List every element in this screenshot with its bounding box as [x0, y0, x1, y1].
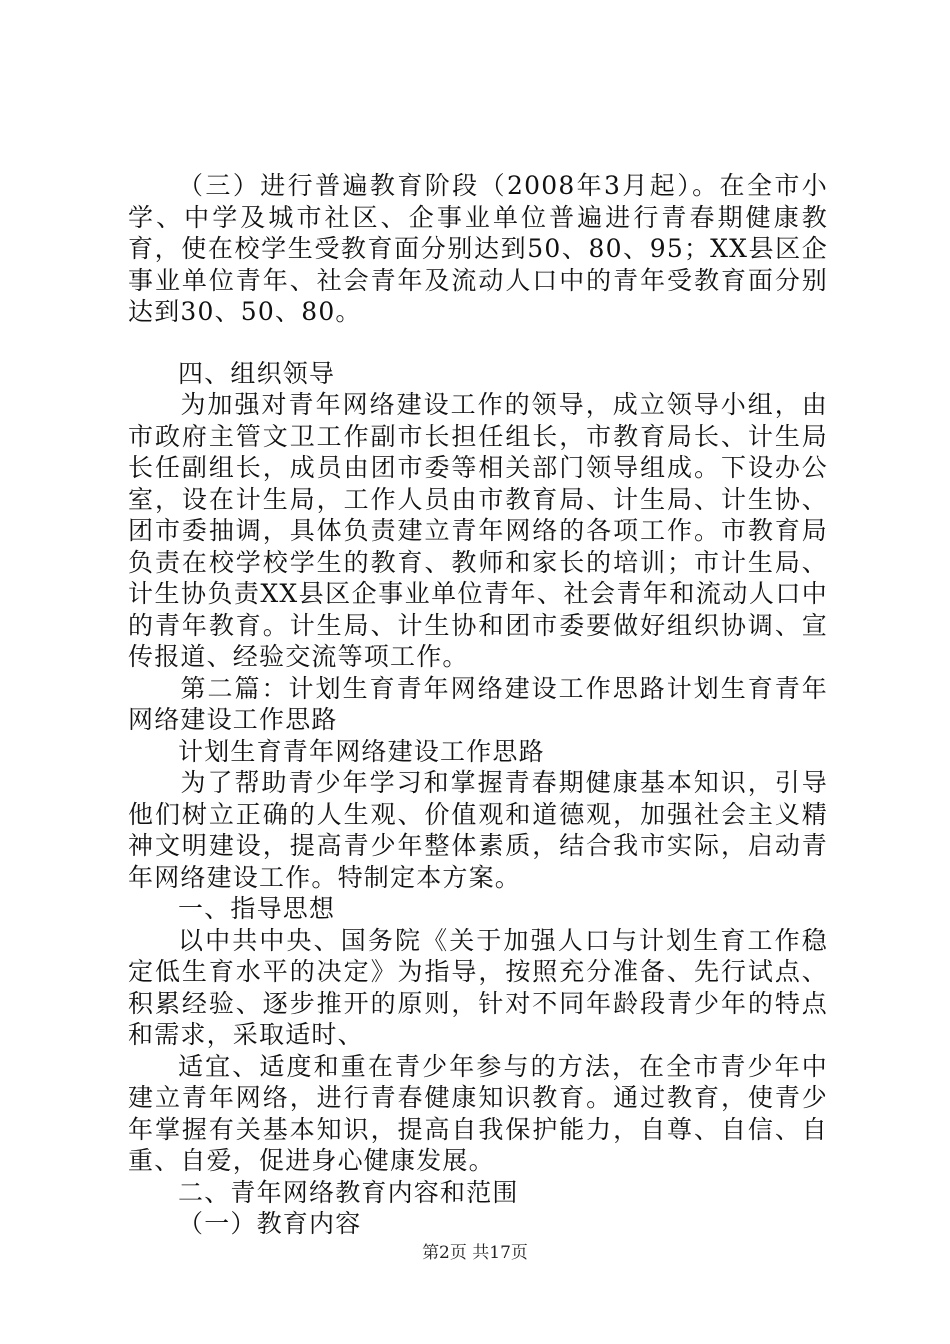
paragraph-method: 适宜、适度和重在青少年参与的方法，在全市青少年中建立青年网络，进行青春健康知识教育。通过教育，使青少年掌握有关基本知识，提高自我保护能力，自尊、自信、自重、自爱，促进身心健康发展。	[128, 1051, 828, 1175]
heading-education-scope: 二、青年网络教育内容和范围	[178, 1177, 519, 1207]
heading-work-ideas: 计划生育青年网络建设工作思路	[178, 736, 545, 766]
paragraph-leadership-group: 为加强对青年网络建设工作的领导，成立领导小组，由市政府主管文卫工作副市长担任组长，市教育局长、计生局长任副组长，成员由团市委等相关部门领导组成。下设办公室，设在计生局，工作人员由市教育局、计生局、计生协、团市委抽调，具体负责建立青年网络的各项工作。市教育局负责在校学校学生的教育、教师和家长的培训；市计生局、计生协负责XX县区企事业单位青年、社会青年和流动人口中的青年教育。计生局、计生协和团市委要做好组织协调、宣传报道、经验交流等项工作。	[128, 390, 828, 671]
heading-guiding-ideology: 一、指导思想	[178, 894, 336, 923]
heading-education-content: （一）教育内容	[178, 1209, 362, 1238]
heading-organization-leadership: 四、组织领导	[178, 358, 336, 388]
paragraph-gap	[128, 328, 828, 358]
paragraph-stage-three: （三）进行普遍教育阶段（2008年3月起）。在全市小学、中学及城市社区、企事业单位普遍进行青春期健康教育，使在校学生受教育面分别达到50、80、95；XX县区企事业单位青年、社会青年及流动人口中的青年受教育面分别达到30、50、80。	[128, 171, 828, 326]
document-body	[128, 170, 828, 1240]
paragraph-guiding-principle: 以中共中央、国务院《关于加强人口与计划生育工作稳定低生育水平的决定》为指导，按照充分准备、先行试点、积累经验、逐步推开的原则，针对不同年龄段青少年的特点和需求，采取适时、	[128, 925, 828, 1049]
page-number-footer: 第2页 共17页	[422, 1243, 528, 1263]
paragraph-purpose: 为了帮助青少年学习和掌握青春期健康基本知识，引导他们树立正确的人生观、价值观和道德观，加强社会主义精神文明建设，提高青少年整体素质，结合我市实际，启动青年网络建设工作。特制定本方案。	[128, 768, 828, 892]
heading-part-two: 第二篇：计划生育青年网络建设工作思路计划生育青年网络建设工作思路	[128, 673, 828, 734]
